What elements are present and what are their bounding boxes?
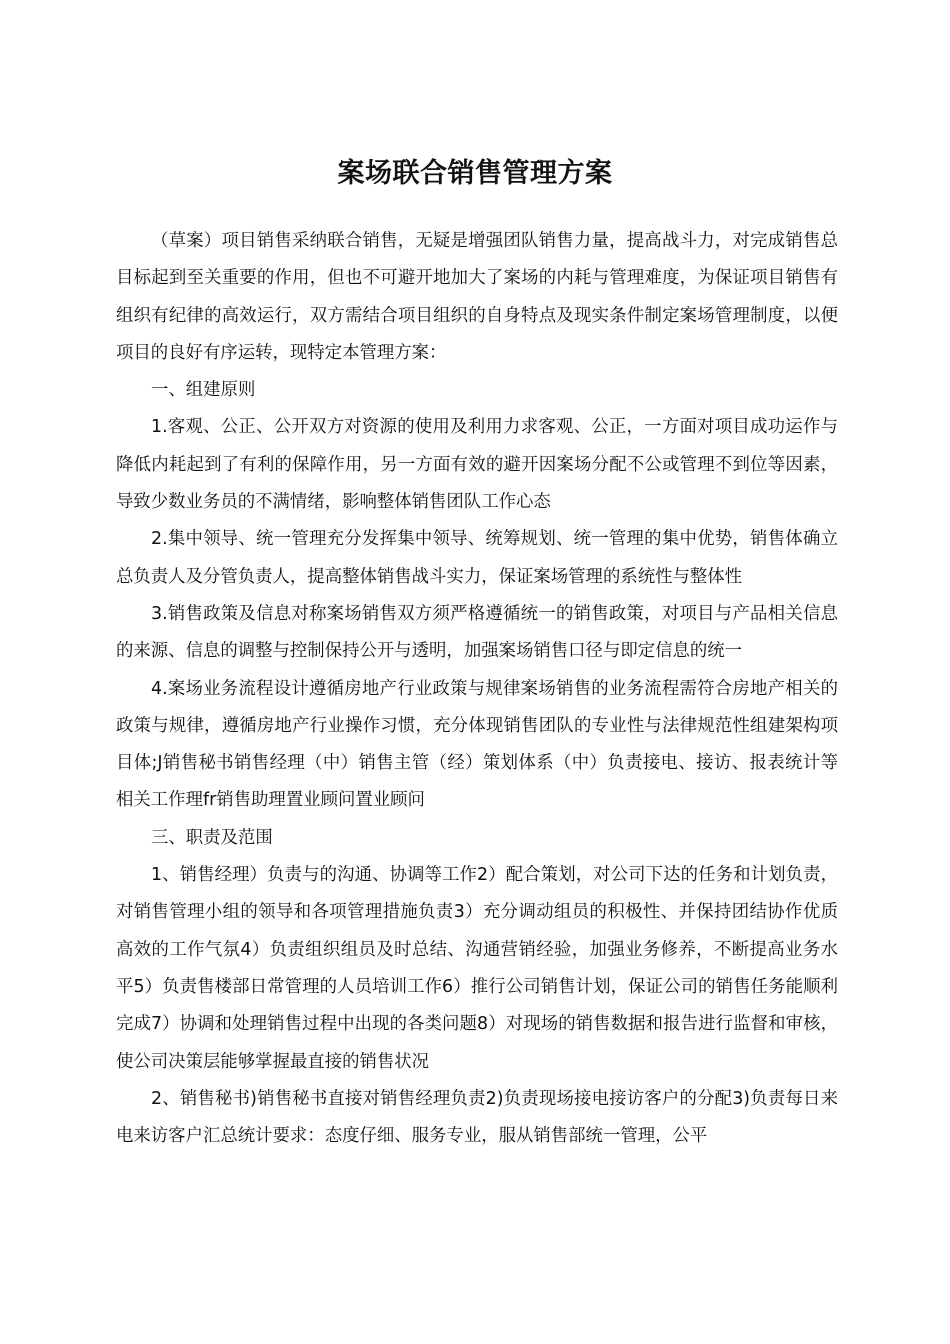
document-body (116, 223, 838, 1155)
principle-paragraph-1: 1.客观、公正、公开双方对资源的使用及利用力求客观、公正，一方面对项目成功运作与降低内耗起到了有利的保障作用，另一方面有效的避开因案场分配不公或管理不到位等因素，导致少数业务员的不满情绪，影响整体销售团队工作心态 (116, 417, 838, 513)
principle-paragraph-3: 3.销售政策及信息对称案场销售双方须严格遵循统一的销售政策，对项目与产品相关信息的来源、信息的调整与控制保持公开与透明，加强案场销售口径与即定信息的统一 (116, 603, 838, 662)
intro-paragraph: （草案）项目销售采纳联合销售，无疑是增强团队销售力量，提高战斗力，对完成销售总目标起到至关重要的作用，但也不可避开地加大了案场的内耗与管理难度，为保证项目销售有组织有纪律的高效运行，双方需结合项目组织的自身特点及现实条件制定案场管理制度，以便项目的良好有序运转，现特定本管理方案： (116, 231, 838, 363)
document-title: 案场联合销售管理方案 (337, 158, 613, 190)
responsibility-paragraph-sales-manager: 1、销售经理）负责与的沟通、协调等工作2）配合策划，对公司下达的任务和计划负责，对销售管理小组的领导和各项管理措施负责3）充分调动组员的积极性、并保持团结协作优质高效的工作气氛4）负责组织组员及时总结、沟通营销经验，加强业务修养，不断提高业务水平5）负责售楼部日常管理的人员培训工作6）推行公司销售计划，保证公司的销售任务能顺利完成7）协调和处理销售过程中出现的各类问题8）对现场的销售数据和报告进行监督和审核，使公司决策层能够掌握最直接的销售状况 (116, 865, 838, 1072)
responsibility-paragraph-sales-secretary: 2、销售秘书)销售秘书直接对销售经理负责2)负责现场接电接访客户的分配3)负责每日来电来访客户汇总统计要求：态度仔细、服务专业，服从销售部统一管理，公平 (116, 1088, 838, 1147)
principle-paragraph-4: 4.案场业务流程设计遵循房地产行业政策与规律案场销售的业务流程需符合房地产相关的政策与规律，遵循房地产行业操作习惯，充分体现销售团队的专业性与法律规范性组建架构项目体;J销售秘书销售经理（中）销售主管（经）策划体系（中）负责接电、接访、报表统计等相关工作理fr销售助理置业顾问置业顾问 (116, 678, 838, 811)
section-heading-responsibilities: 三、职责及范围 (151, 827, 273, 848)
principle-paragraph-2: 2.集中领导、统一管理充分发挥集中领导、统筹规划、统一管理的集中优势，销售体确立总负责人及分管负责人，提高整体销售战斗实力，保证案场管理的系统性与整体性 (116, 529, 838, 587)
section-heading-principles: 一、组建原则 (151, 380, 256, 401)
